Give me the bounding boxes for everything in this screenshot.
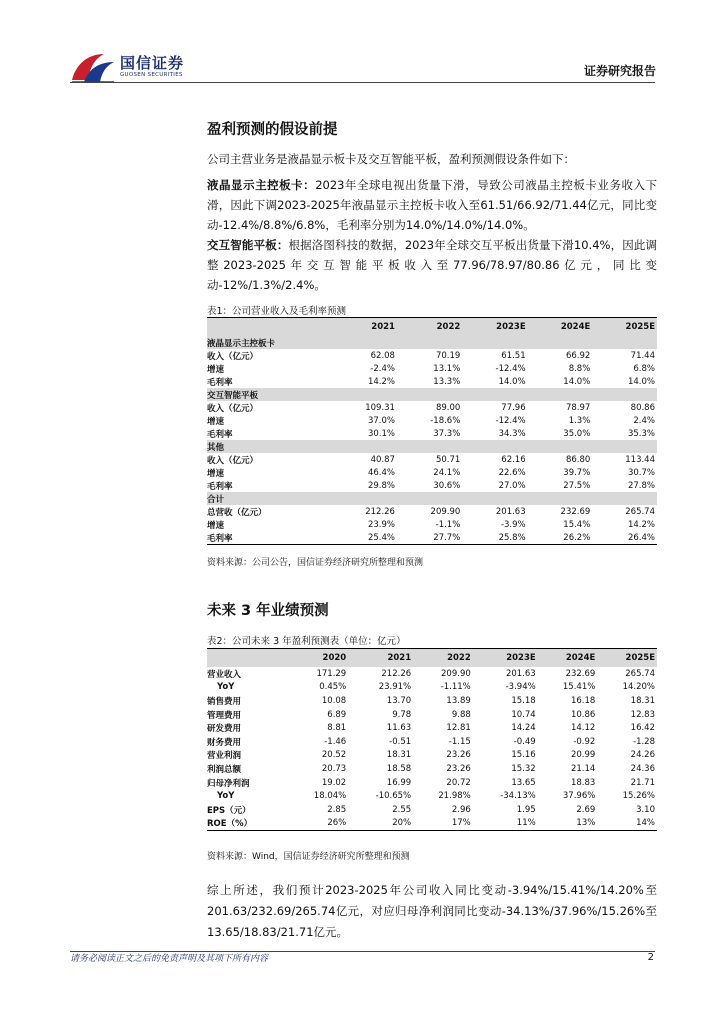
column-header	[207, 318, 332, 337]
table-row	[207, 762, 657, 776]
column-header: 2021	[332, 318, 397, 337]
row-label: ROE（%）	[207, 817, 289, 831]
table-cell: 13.70	[386, 695, 412, 706]
table-cell: 78.97	[565, 402, 591, 413]
table-cell: 113.44	[625, 454, 655, 465]
column-header: 2020	[289, 649, 349, 668]
table-cell: 21.14	[570, 763, 596, 774]
table-cell: -18.6%	[430, 415, 461, 426]
logo-chinese-name: 国信证券	[120, 54, 185, 72]
table-cell: 9.88	[451, 709, 471, 720]
table-cell: 19.02	[321, 777, 347, 788]
table-cell: 12.83	[630, 709, 655, 720]
table-cell: 16.18	[570, 695, 596, 706]
table-row	[207, 375, 657, 388]
table-cell: 10.86	[570, 709, 596, 720]
header-divider	[70, 82, 655, 83]
table-cell: 46.4%	[367, 467, 395, 478]
table-cell: 2.96	[451, 804, 471, 815]
table-cell: 70.19	[435, 350, 461, 361]
table-cell: 12.81	[446, 723, 471, 734]
table-cell: 37.96%	[562, 791, 596, 802]
table-header-row	[207, 649, 657, 668]
table-cell: -1.1%	[435, 519, 461, 530]
table-cell: 27.5%	[563, 480, 591, 491]
table-row	[207, 401, 657, 414]
table-cell: 34.3%	[498, 428, 526, 439]
table-cell: 30.6%	[433, 480, 461, 491]
table-cell: 23.26	[446, 750, 471, 761]
table1-source: 资料来源：公司公告，国信证券经济研究所整理和预测	[207, 558, 424, 568]
tablet-label: 交互智能平板：	[207, 238, 289, 252]
table-cell: 18.83	[570, 777, 596, 788]
summary-paragraph: 综上所述，我们预计2023-2025年公司收入同比变动-3.94%/15.41%/14.20%至201.63/232.69/265.74亿元，对应归母净利润同比变动-34.13%/37.96%/15.26%至13.65/18.83/21.71亿元。	[207, 883, 657, 939]
table2-caption: 表2：公司未来 3 年盈利预测表（单位：亿元）	[207, 636, 406, 647]
column-header	[207, 649, 289, 668]
column-header: 2022	[397, 318, 462, 337]
table-cell: 27.0%	[498, 480, 526, 491]
page-header	[0, 0, 724, 84]
table-cell: 62.16	[501, 454, 526, 465]
table-cell: 15.41%	[562, 682, 596, 693]
table-cell: 13.3%	[433, 376, 461, 387]
column-header: 2025E	[592, 318, 657, 337]
table-row	[207, 362, 657, 375]
table-cell: 14.0%	[563, 376, 591, 387]
table-cell: 8.81	[327, 723, 347, 734]
table-cell: 21.98%	[438, 791, 471, 802]
row-label: 营业利润	[207, 751, 242, 762]
row-label: 收入（亿元）	[207, 351, 259, 362]
table-cell: 201.63	[505, 668, 536, 679]
table-cell: 29.8%	[367, 480, 395, 491]
lcd-text: 2023年全球电视出货量下滑，导致公司液晶主控板卡业务收入下滑，因此下调2023-2025年液晶显示主控板卡收入至61.51/66.92/71.44亿元，同比变动-12.4%/8.8%/6.8%，毛利率分别为14.0%/14.0%/14.0%。	[207, 178, 658, 232]
column-header: 2023E	[473, 649, 538, 668]
guosen-logo-icon	[70, 50, 116, 84]
table-cell: 40.87	[370, 454, 395, 465]
earnings-forecast-table	[207, 648, 657, 831]
table-cell: 15.26%	[622, 791, 655, 802]
table-cell: 30.1%	[367, 428, 395, 439]
table-cell: -10.65%	[375, 791, 412, 802]
table-row	[207, 708, 657, 722]
table-row	[207, 414, 657, 427]
table-section-row	[207, 440, 657, 453]
table-cell: 20.73	[321, 763, 347, 774]
table-row	[207, 803, 657, 817]
table-cell: -0.51	[389, 736, 412, 747]
table-cell: 35.0%	[563, 428, 591, 439]
table-cell: 39.7%	[563, 467, 591, 478]
table-row	[207, 518, 657, 531]
table-cell: 89.00	[435, 402, 461, 413]
table-cell: 14.0%	[498, 376, 526, 387]
page-number: 2	[647, 952, 654, 963]
section-title-forecast: 未来 3 年业绩预测	[207, 603, 329, 619]
table-cell: 212.26	[365, 506, 395, 517]
row-label: 增速	[207, 364, 225, 375]
table-cell: 201.63	[495, 506, 526, 517]
table-cell: 209.90	[441, 668, 471, 679]
table-row	[207, 776, 657, 790]
table-cell: -0.49	[513, 736, 536, 747]
table-cell: -12.4%	[495, 363, 526, 374]
table-cell: 2.85	[327, 804, 347, 815]
table-row	[207, 681, 657, 695]
row-label: 增速	[207, 520, 225, 531]
table-cell: 77.96	[501, 402, 526, 413]
table-cell: 18.58	[386, 763, 412, 774]
table-cell: 11%	[473, 817, 538, 831]
row-label: 毛利率	[207, 531, 332, 545]
table-cell: -2.4%	[370, 363, 395, 374]
table-cell: 24.26	[630, 750, 655, 761]
table-cell: 13.1%	[433, 363, 461, 374]
table-cell: 50.71	[435, 454, 461, 465]
table-cell: 14.2%	[627, 519, 655, 530]
row-label: 管理费用	[207, 710, 242, 721]
table-cell: 2.55	[392, 804, 412, 815]
section-title-assumptions: 盈利预测的假设前提	[207, 122, 338, 138]
column-header: 2023E	[462, 318, 527, 337]
table-row	[207, 505, 657, 518]
table-cell: 25.8%	[462, 531, 527, 545]
table-cell: -1.28	[633, 736, 655, 747]
row-label: 总营收（亿元）	[207, 507, 267, 518]
lcd-label: 液晶显示主控板卡：	[207, 178, 316, 192]
table-cell: 16.99	[386, 777, 412, 788]
table-cell: 86.80	[565, 454, 591, 465]
footer-disclaimer: 请务必阅读正文之后的免责声明及其项下所有内容	[70, 954, 269, 964]
table-cell: 27.7%	[397, 531, 462, 545]
table-cell: 26.4%	[592, 531, 657, 545]
section-label: 液晶显示主控板卡	[207, 336, 657, 349]
table-cell: 209.90	[430, 506, 461, 517]
table-cell: 22.6%	[498, 467, 526, 478]
table-cell: 14.0%	[627, 376, 655, 387]
table-cell: 212.26	[381, 668, 412, 679]
row-label: 财务费用	[207, 737, 242, 748]
row-label: 毛利率	[207, 481, 233, 492]
table-cell: 13%	[538, 817, 598, 831]
table-cell: 171.29	[316, 668, 347, 679]
table-cell: 15.4%	[563, 519, 591, 530]
table-cell: -12.4%	[495, 415, 526, 426]
table-cell: 2.69	[576, 804, 596, 815]
row-label: 收入（亿元）	[207, 403, 259, 414]
table-cell: 109.31	[365, 402, 395, 413]
table-cell: 20.72	[446, 777, 471, 788]
table-cell: 232.69	[565, 668, 596, 679]
column-header: 2022	[413, 649, 473, 668]
row-label: 利润总额	[207, 764, 242, 775]
table-row	[207, 749, 657, 763]
table-cell: 23.26	[446, 763, 471, 774]
row-label: 收入（亿元）	[207, 455, 259, 466]
section-label: 其他	[207, 440, 657, 453]
table-row	[207, 479, 657, 492]
table-cell: 23.91%	[378, 682, 412, 693]
row-label: 增速	[207, 416, 225, 427]
tablet-text: 根据洛图科技的数据，2023年全球交互平板出货量下滑10.4%，因此调整2023-2025年交互智能平板收入至77.96/78.97/80.86亿元，同比变动-12%/1.3%/2.4%。	[207, 238, 657, 292]
table-cell: 13.65	[511, 777, 536, 788]
table-cell: 20%	[348, 817, 413, 831]
table-cell: 9.78	[392, 709, 412, 720]
table-cell: 14.20%	[622, 682, 655, 693]
row-label: YoY	[217, 682, 235, 693]
table-cell: 15.32	[511, 763, 536, 774]
table-cell: -1.11%	[440, 682, 471, 693]
table-cell: 10.74	[511, 709, 536, 720]
table-cell: 14%	[597, 817, 657, 831]
row-label: 归母净利润	[207, 778, 250, 789]
table-cell: 61.51	[501, 350, 526, 361]
table-cell: 21.71	[630, 777, 655, 788]
table-cell: 20.99	[570, 750, 596, 761]
tablet-assumption-paragraph	[207, 235, 657, 295]
lcd-assumption-paragraph	[207, 175, 657, 235]
column-header: 2024E	[528, 318, 593, 337]
table-cell: 66.92	[565, 350, 591, 361]
table-cell: 62.08	[370, 350, 395, 361]
row-label: 毛利率	[207, 429, 233, 440]
section-label: 交互智能平板	[207, 388, 657, 401]
table-cell: -34.13%	[500, 791, 536, 802]
table-cell: 26%	[289, 817, 349, 831]
table-cell: 10.08	[321, 695, 347, 706]
table-cell: 27.8%	[627, 480, 655, 491]
column-header: 2021	[348, 649, 413, 668]
row-label: 销售费用	[207, 696, 242, 707]
table-row	[207, 427, 657, 440]
table-cell: 24.1%	[433, 467, 461, 478]
table-cell: 11.63	[386, 723, 412, 734]
row-label: 营业收入	[207, 669, 242, 680]
section-label: 合计	[207, 492, 657, 505]
table-row	[207, 531, 657, 545]
table-cell: -3.94%	[505, 682, 536, 693]
table-row	[207, 694, 657, 708]
table-cell: 14.12	[570, 723, 596, 734]
table-cell: 71.44	[630, 350, 655, 361]
table-section-row	[207, 492, 657, 505]
table-cell: 26.2%	[528, 531, 593, 545]
table-cell: 232.69	[560, 506, 591, 517]
table-cell: 15.18	[511, 695, 536, 706]
column-header: 2025E	[597, 649, 657, 668]
table-cell: 17%	[413, 817, 473, 831]
table-cell: 16.42	[630, 723, 655, 734]
table-section-row	[207, 388, 657, 401]
table-row	[207, 349, 657, 362]
table-cell: 24.36	[630, 763, 655, 774]
row-label: 增速	[207, 468, 225, 479]
table-cell: 23.9%	[367, 519, 395, 530]
table-row	[207, 817, 657, 831]
table-row	[207, 453, 657, 466]
row-label: 毛利率	[207, 377, 233, 388]
column-header: 2024E	[538, 649, 598, 668]
table-cell: 37.0%	[367, 415, 395, 426]
table-cell: -1.46	[324, 736, 347, 747]
table-cell: 1.3%	[568, 415, 591, 426]
revenue-margin-table	[207, 317, 657, 545]
table-cell: 37.3%	[433, 428, 461, 439]
assumptions-intro: 公司主营业务是液晶显示板卡及交互智能平板，盈利预测假设条件如下：	[207, 152, 575, 166]
table-cell: 18.04%	[313, 791, 347, 802]
table-row	[207, 667, 657, 681]
table-row	[207, 721, 657, 735]
table-cell: 18.31	[630, 695, 655, 706]
table-row	[207, 466, 657, 479]
table-cell: 14.2%	[367, 376, 395, 387]
table-row	[207, 789, 657, 803]
table-cell: 265.74	[625, 506, 655, 517]
table-header-row	[207, 318, 657, 337]
table1-caption: 表1：公司营业收入及毛利率预测	[207, 306, 347, 317]
table-cell: 14.24	[511, 723, 536, 734]
table-cell: 6.89	[327, 709, 347, 720]
table-cell: 3.10	[636, 804, 655, 815]
table-cell: 30.7%	[627, 467, 655, 478]
row-label: 研发费用	[207, 724, 242, 735]
table-cell: -1.15	[448, 736, 471, 747]
table-section-row	[207, 336, 657, 349]
table-cell: 13.89	[446, 695, 471, 706]
table-cell: -3.9%	[500, 519, 526, 530]
table-cell: 1.95	[516, 804, 536, 815]
table-cell: 265.74	[625, 668, 655, 679]
table-cell: 8.8%	[568, 363, 591, 374]
guosen-logo	[70, 50, 200, 86]
logo-english-name: GUOSEN SECURITIES	[120, 72, 183, 78]
table-cell: 20.52	[321, 750, 347, 761]
table-cell: 6.8%	[633, 363, 655, 374]
table-cell: 25.4%	[332, 531, 397, 545]
table-cell: 2.4%	[633, 415, 655, 426]
report-type-label: 证券研究报告	[583, 64, 656, 78]
row-label: EPS（元）	[207, 805, 251, 816]
table-cell: 0.45%	[319, 682, 347, 693]
table-row	[207, 735, 657, 749]
table-cell: 18.31	[386, 750, 412, 761]
table-cell: 35.3%	[627, 428, 655, 439]
table2-source: 资料来源：Wind，国信证券经济研究所整理和预测	[207, 852, 410, 862]
row-label: YoY	[217, 791, 235, 802]
table-cell: -0.92	[573, 736, 596, 747]
table-cell: 80.86	[630, 402, 655, 413]
table-cell: 15.16	[511, 750, 536, 761]
